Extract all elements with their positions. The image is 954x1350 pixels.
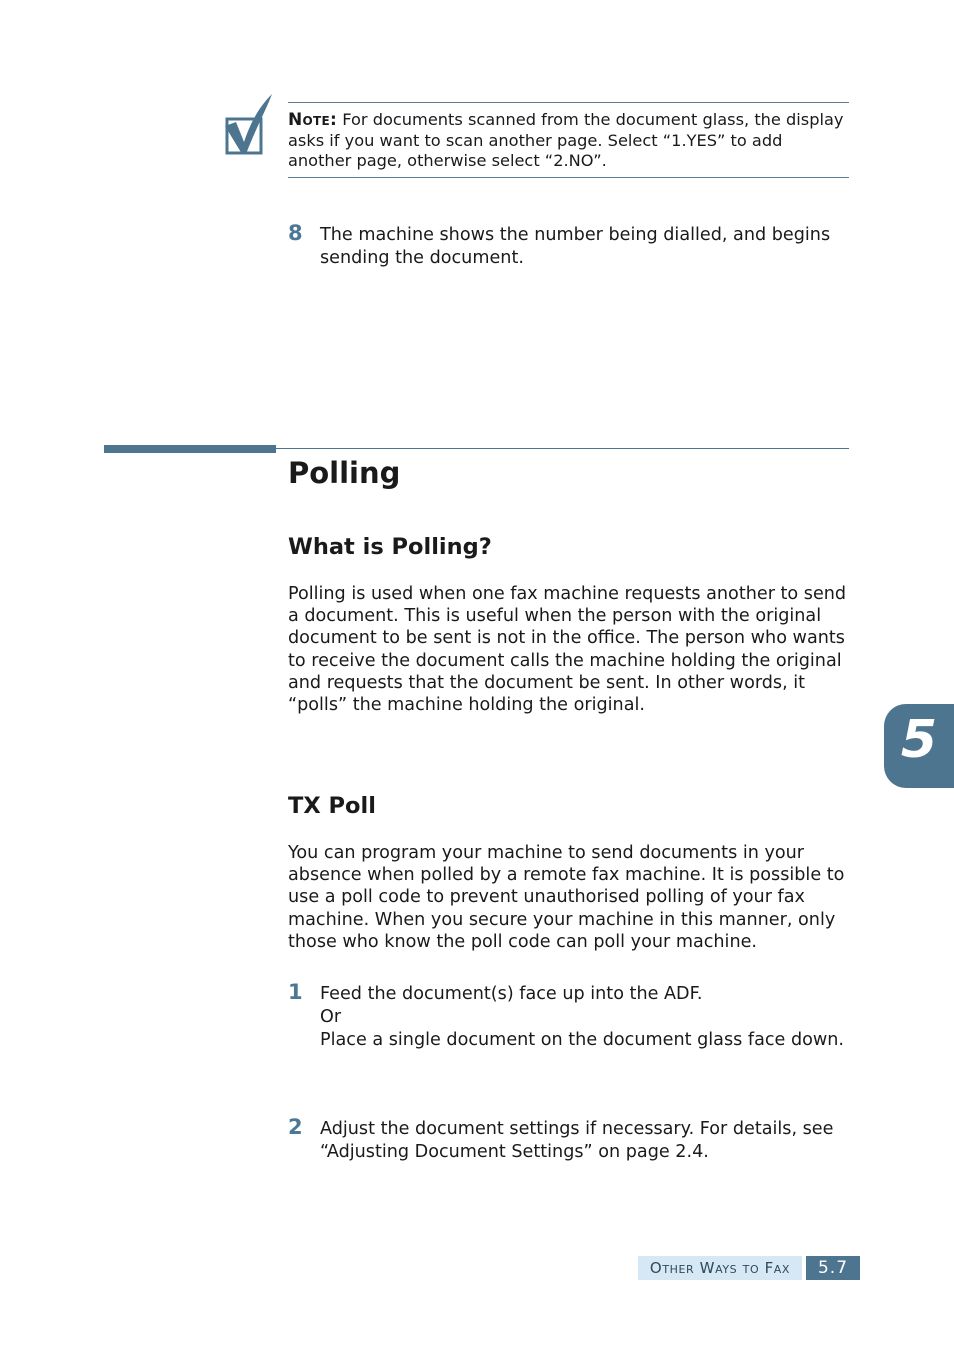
step-text: The machine shows the number being dialled, and begins sending the document. bbox=[320, 225, 831, 268]
step-text: Adjust the document settings if necessary. For details, see “Adjusting Document Settings” on page 2.4. bbox=[320, 1119, 834, 1162]
tx-poll-step-1 bbox=[288, 980, 858, 1052]
footer-section-label: Other Ways to Fax bbox=[638, 1256, 802, 1280]
tx-poll-heading: TX Poll bbox=[288, 793, 376, 819]
section-rule-thick bbox=[104, 445, 276, 453]
note-box bbox=[288, 102, 849, 178]
section-title: Polling bbox=[288, 456, 401, 490]
note-text: For documents scanned from the document glass, the display asks if you want to scan another page. Select “1.YES” to add another page, otherwise select “2.NO”. bbox=[288, 110, 844, 170]
chapter-number: 5 bbox=[900, 710, 938, 770]
what-is-polling-heading: What is Polling? bbox=[288, 534, 492, 560]
what-is-polling-body: Polling is used when one fax machine requests another to send a document. This is useful when the person with the original document to be sent is not in the office. The person who wants to receive the document calls the machine holding the original and requests that the document be sent. In other words, it “polls” the machine holding the original. bbox=[288, 584, 847, 716]
tx-poll-step-2 bbox=[288, 1115, 858, 1164]
footer-page-number: 5.7 bbox=[806, 1256, 860, 1280]
step-text-alternative: Place a single document on the document glass face down. bbox=[320, 1030, 845, 1050]
step-number: 2 bbox=[288, 1115, 303, 1139]
step-8 bbox=[288, 221, 858, 270]
step-text: Feed the document(s) face up into the ADF. bbox=[320, 984, 703, 1004]
chapter-tab bbox=[884, 704, 954, 788]
step-number: 1 bbox=[288, 980, 303, 1004]
section-rule-thin bbox=[276, 448, 849, 449]
checkmark-note-icon bbox=[222, 92, 276, 158]
step-number: 8 bbox=[288, 221, 303, 245]
note-label: Note: bbox=[288, 110, 338, 130]
step-text-or: Or bbox=[320, 1007, 342, 1027]
tx-poll-body: You can program your machine to send documents in your absence when polled by a remote fax machine. It is possible to use a poll code to prevent unauthorised polling of your fax machine. When you secure your machine in this manner, only those who know the poll code can poll your machine. bbox=[288, 843, 845, 952]
